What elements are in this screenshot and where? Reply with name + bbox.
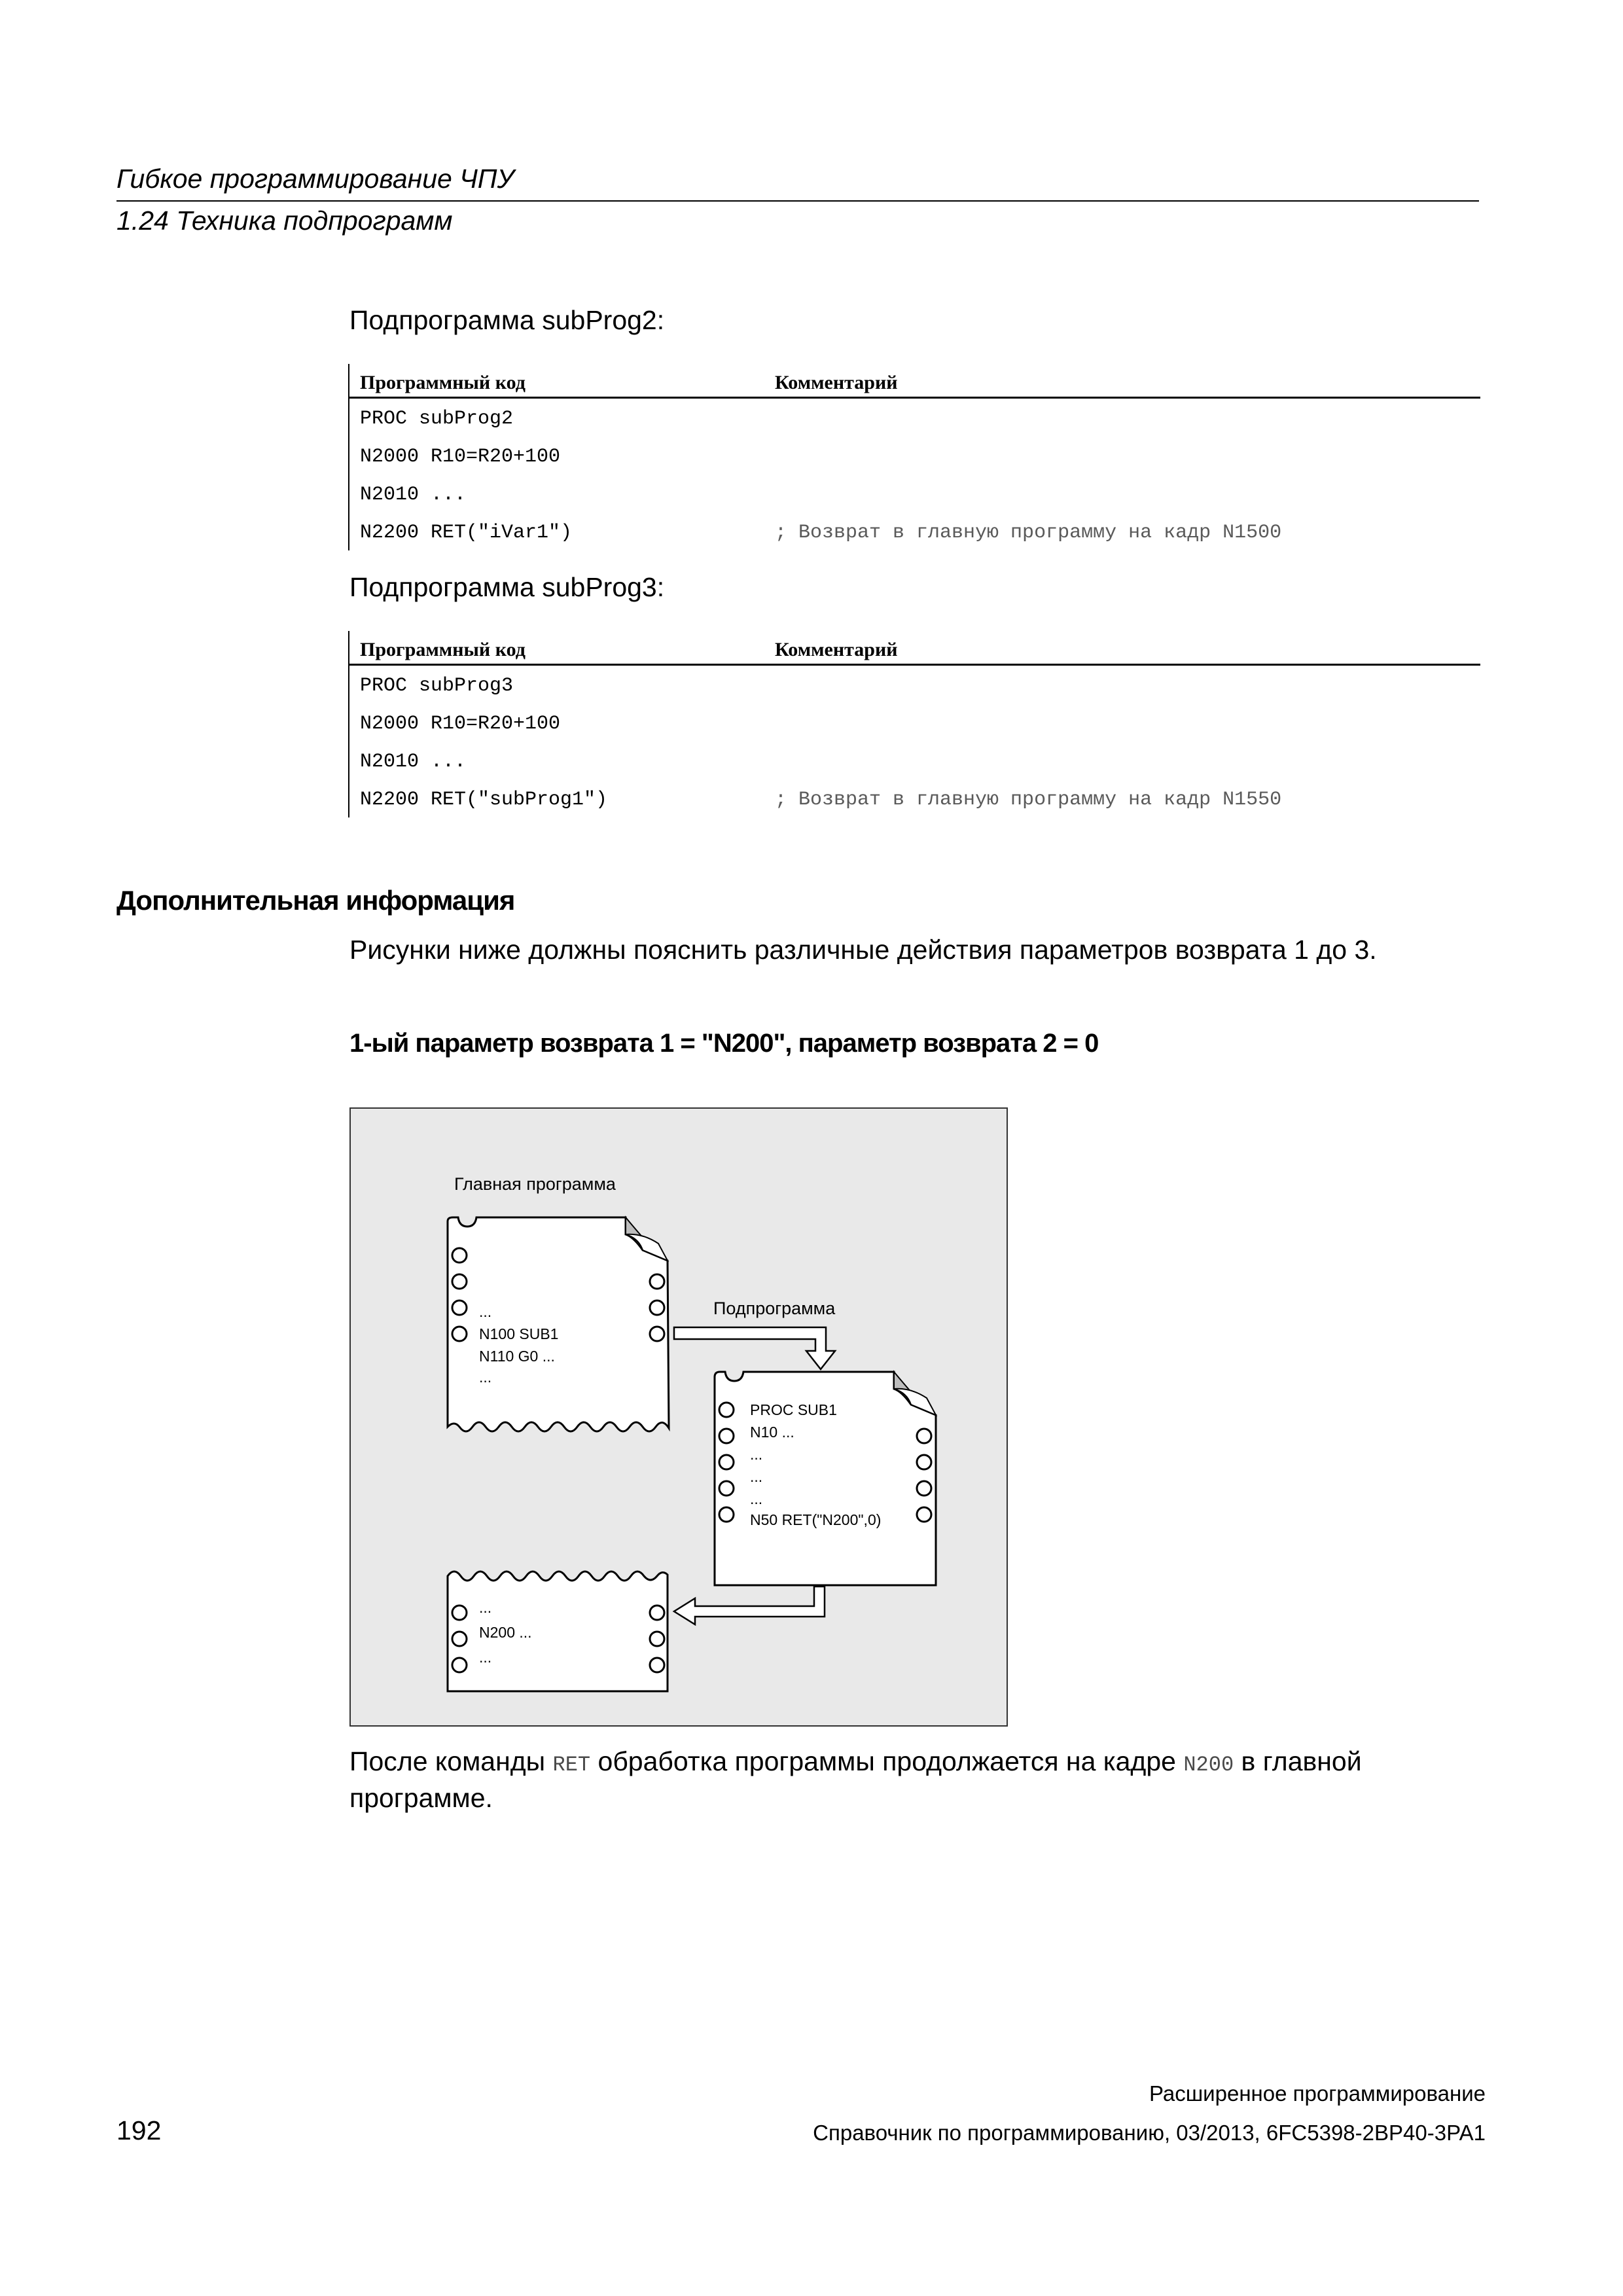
svg-text:N50 RET("N200",0): N50 RET("N200",0) bbox=[750, 1511, 882, 1528]
running-header-section: 1.24 Техника подпрограмм bbox=[116, 206, 453, 236]
svg-text:PROC SUB1: PROC SUB1 bbox=[750, 1401, 837, 1418]
figure-heading: 1-ый параметр возврата 1 = "N200", параметр возврата 2 = 0 bbox=[349, 1029, 1099, 1058]
code-row: N2200 RET("iVar1") ; Возврат в главную программу на кадр N1500 bbox=[360, 522, 1282, 544]
svg-text:...: ... bbox=[750, 1468, 763, 1485]
figure-diagram bbox=[351, 1109, 1007, 1725]
subprog3-title: Подпрограмма subProg3: bbox=[349, 572, 665, 602]
figure-explanation: После команды RET обработка программы продолжается на кадре N200 в главной программе. bbox=[349, 1746, 1362, 1813]
code-row: N2000 R10=R20+100 bbox=[360, 713, 561, 735]
svg-text:...: ... bbox=[479, 1303, 492, 1320]
code-row: N2000 R10=R20+100 bbox=[360, 446, 561, 468]
svg-text:N200 ...: N200 ... bbox=[479, 1624, 532, 1641]
return-arrow bbox=[674, 1587, 825, 1624]
subroutine-return-figure bbox=[349, 1107, 1008, 1727]
main-program-label: Главная программа bbox=[454, 1174, 616, 1194]
footer-title: Расширенное программирование bbox=[1149, 2081, 1486, 2106]
code-row: PROC subProg3 bbox=[360, 675, 514, 697]
subprog2-code-table bbox=[348, 364, 1480, 550]
call-arrow bbox=[674, 1327, 835, 1369]
code-row: N2010 ... bbox=[360, 484, 467, 506]
code-row: N2010 ... bbox=[360, 751, 467, 773]
col-code-header: Программный код bbox=[360, 372, 526, 393]
code-row: PROC subProg2 bbox=[360, 408, 514, 430]
col-comment-header: Комментарий bbox=[775, 372, 898, 393]
col-code-header: Программный код bbox=[360, 639, 526, 660]
page-number: 192 bbox=[116, 2115, 162, 2145]
intro-paragraph: Рисунки ниже должны пояснить различные действия параметров возврата 1 до 3. bbox=[349, 935, 1377, 965]
code-table-header bbox=[349, 364, 1480, 399]
svg-text:...: ... bbox=[750, 1490, 763, 1507]
main-program-sheet bbox=[448, 1217, 669, 1431]
code-table-header bbox=[349, 631, 1480, 666]
section-heading: Дополнительная информация bbox=[116, 885, 515, 916]
svg-text:N100 SUB1: N100 SUB1 bbox=[479, 1325, 559, 1342]
subprog3-code-table bbox=[348, 631, 1480, 817]
svg-text:N110 G0 ...: N110 G0 ... bbox=[479, 1348, 555, 1365]
svg-text:...: ... bbox=[479, 1369, 492, 1386]
header-rule bbox=[116, 200, 1479, 202]
return-target-sheet bbox=[448, 1571, 668, 1691]
svg-text:...: ... bbox=[479, 1599, 492, 1616]
subprog2-title: Подпрограмма subProg2: bbox=[349, 305, 665, 335]
subprogram-label: Подпрограмма bbox=[713, 1299, 836, 1318]
code-row: N2200 RET("subProg1") ; Возврат в главную программу на кадр N1550 bbox=[360, 789, 1282, 811]
col-comment-header: Комментарий bbox=[775, 639, 898, 660]
svg-text:N10 ...: N10 ... bbox=[750, 1424, 794, 1441]
svg-text:...: ... bbox=[750, 1446, 763, 1463]
running-header-chapter: Гибкое программирование ЧПУ bbox=[116, 164, 514, 194]
svg-text:...: ... bbox=[479, 1649, 492, 1666]
footer-document-info: Справочник по программированию, 03/2013, 6FC5398-2BP40-3PA1 bbox=[813, 2121, 1486, 2145]
subprogram-sheet bbox=[715, 1372, 936, 1585]
